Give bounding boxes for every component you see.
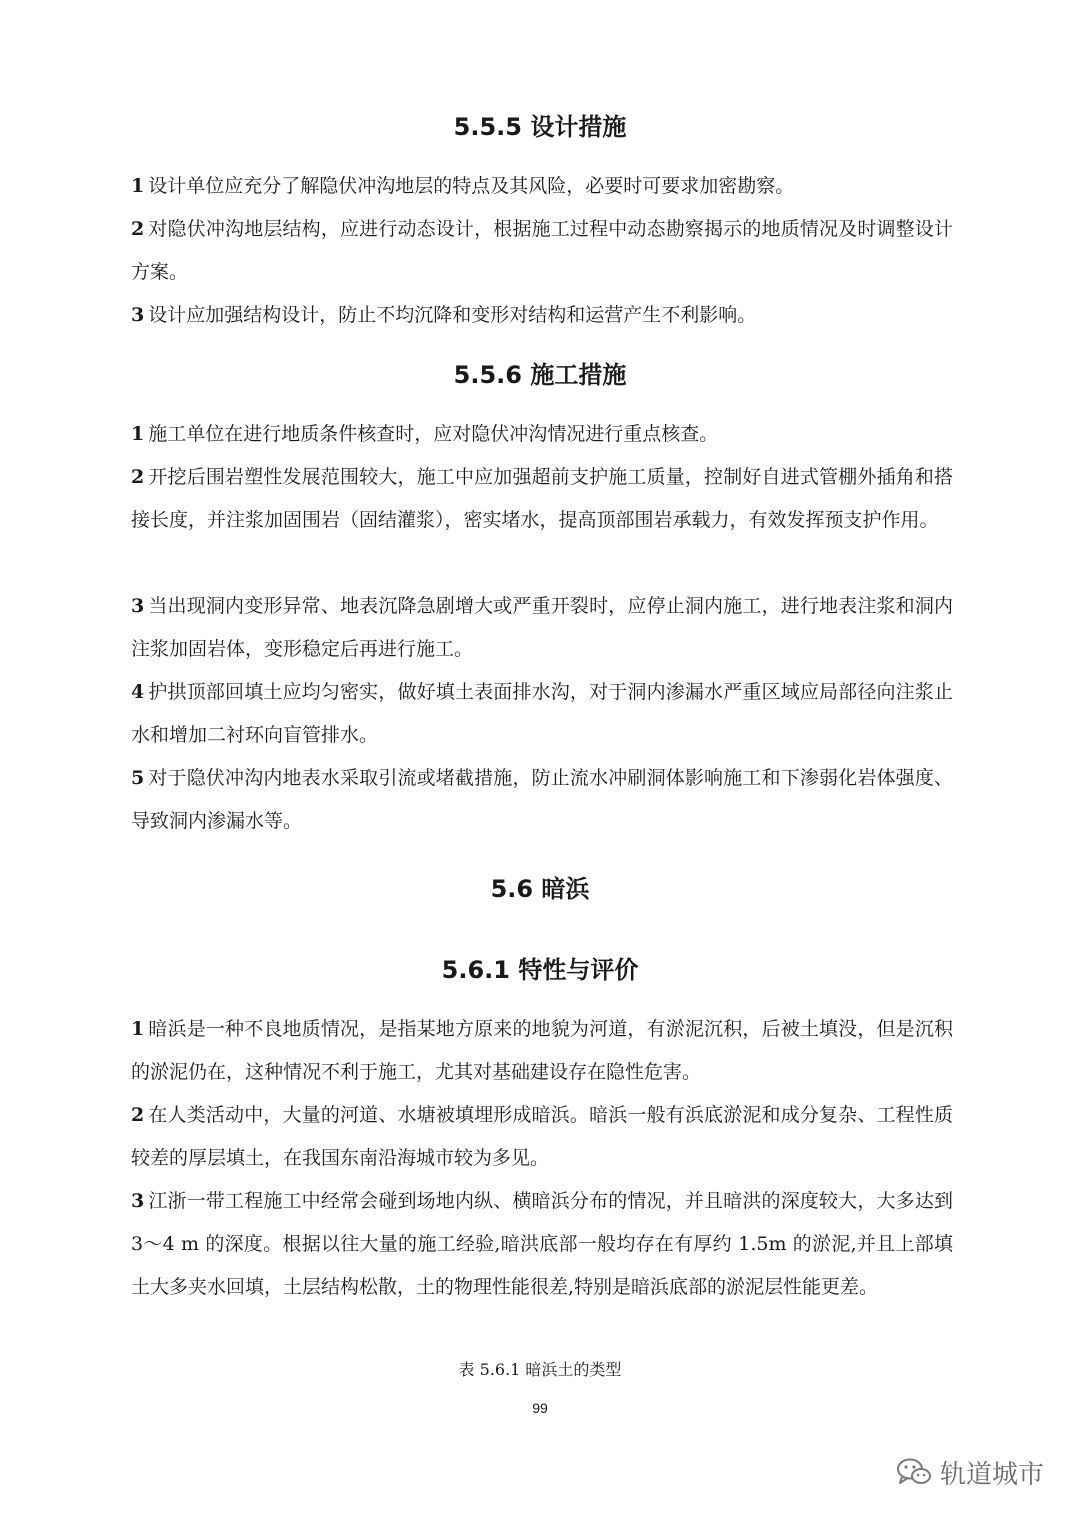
item-text: 当出现洞内变形异常、地表沉降急剧增大或严重开裂时，应停止洞内施工，进行地表注浆和洞内注浆加固岩体，变形稳定后再进行施工。 (131, 595, 953, 660)
wechat-icon (896, 1457, 932, 1487)
list-item (131, 1094, 953, 1180)
list-item (131, 1008, 953, 1094)
heading-5-5-5: 5.5.5 设计措施 (453, 113, 627, 141)
item-text: 设计应加强结构设计，防止不均沉降和变形对结构和运营产生不利影响。 (148, 304, 757, 326)
list-item (131, 413, 953, 456)
item-number: 2 (131, 1104, 145, 1126)
item-number: 2 (131, 218, 145, 240)
item-text: 在人类活动中，大量的河道、水塘被填埋形成暗浜。暗浜一般有浜底淤泥和成分复杂、工程性质较差的厚层填土，在我国东南沿海城市较为多见。 (131, 1104, 953, 1169)
list-item (131, 671, 953, 757)
watermark-text: 轨道城市 (939, 1459, 1044, 1490)
item-text: 对于隐伏冲沟内地表水采取引流或堵截措施，防止流水冲刷洞体影响施工和下渗弱化岩体强度、导致洞内渗漏水等。 (131, 767, 953, 832)
list-item (131, 757, 953, 843)
item-number: 2 (131, 466, 145, 488)
item-number: 5 (131, 767, 145, 789)
item-text: 江浙一带工程施工中经常会碰到场地内纵、横暗浜分布的情况，并且暗洪的深度较大，大多达到 3～4 m 的深度。根据以往大量的施工经验,暗洪底部一般均存在有厚约 1.5m 的淤泥,并且上部填土大多夹水回填，土层结构松散，土的物理性能很差,特别是暗浜底部的淤泥层性能更差。 (131, 1190, 953, 1298)
item-number: 1 (131, 175, 145, 197)
list-item (131, 208, 953, 294)
item-number: 4 (131, 681, 145, 703)
watermark (896, 1452, 1044, 1492)
item-text: 开挖后围岩塑性发展范围较大，施工中应加强超前支护施工质量，控制好自进式管棚外插角和搭接长度，并注浆加固围岩（固结灌浆），密实堵水，提高顶部围岩承载力，有效发挥预支护作用。 (131, 466, 953, 531)
item-text: 对隐伏冲沟地层结构，应进行动态设计，根据施工过程中动态勘察揭示的地质情况及时调整设计方案。 (131, 218, 953, 283)
heading-5-6: 5.6 暗浜 (490, 875, 590, 903)
list-item (131, 1180, 953, 1309)
item-text: 暗浜是一种不良地质情况，是指某地方原来的地貌为河道，有淤泥沉积，后被土填没，但是沉积的淤泥仍在，这种情况不利于施工，尤其对基础建设存在隐性危害。 (131, 1018, 953, 1083)
list-item (131, 585, 953, 671)
heading-5-5-6: 5.5.6 施工措施 (453, 361, 627, 389)
item-number: 3 (131, 595, 145, 617)
heading-5-6-1: 5.6.1 特性与评价 (441, 956, 639, 984)
page-number: 99 (532, 1400, 548, 1416)
item-number: 1 (131, 1018, 145, 1040)
list-item (131, 456, 953, 542)
item-number: 1 (131, 423, 145, 445)
list-item (131, 294, 953, 337)
table-caption: 表 5.6.1 暗浜土的类型 (458, 1360, 622, 1379)
item-number: 3 (131, 1190, 145, 1212)
item-number: 3 (131, 304, 145, 326)
item-text: 设计单位应充分了解隐伏冲沟地层的特点及其风险，必要时可要求加密勘察。 (148, 175, 795, 197)
item-text: 护拱顶部回填土应均匀密实，做好填土表面排水沟，对于洞内渗漏水严重区域应局部径向注浆止水和增加二衬环向盲管排水。 (131, 681, 953, 746)
list-item (131, 165, 953, 208)
item-text: 施工单位在进行地质条件核查时，应对隐伏冲沟情况进行重点核查。 (148, 423, 719, 445)
